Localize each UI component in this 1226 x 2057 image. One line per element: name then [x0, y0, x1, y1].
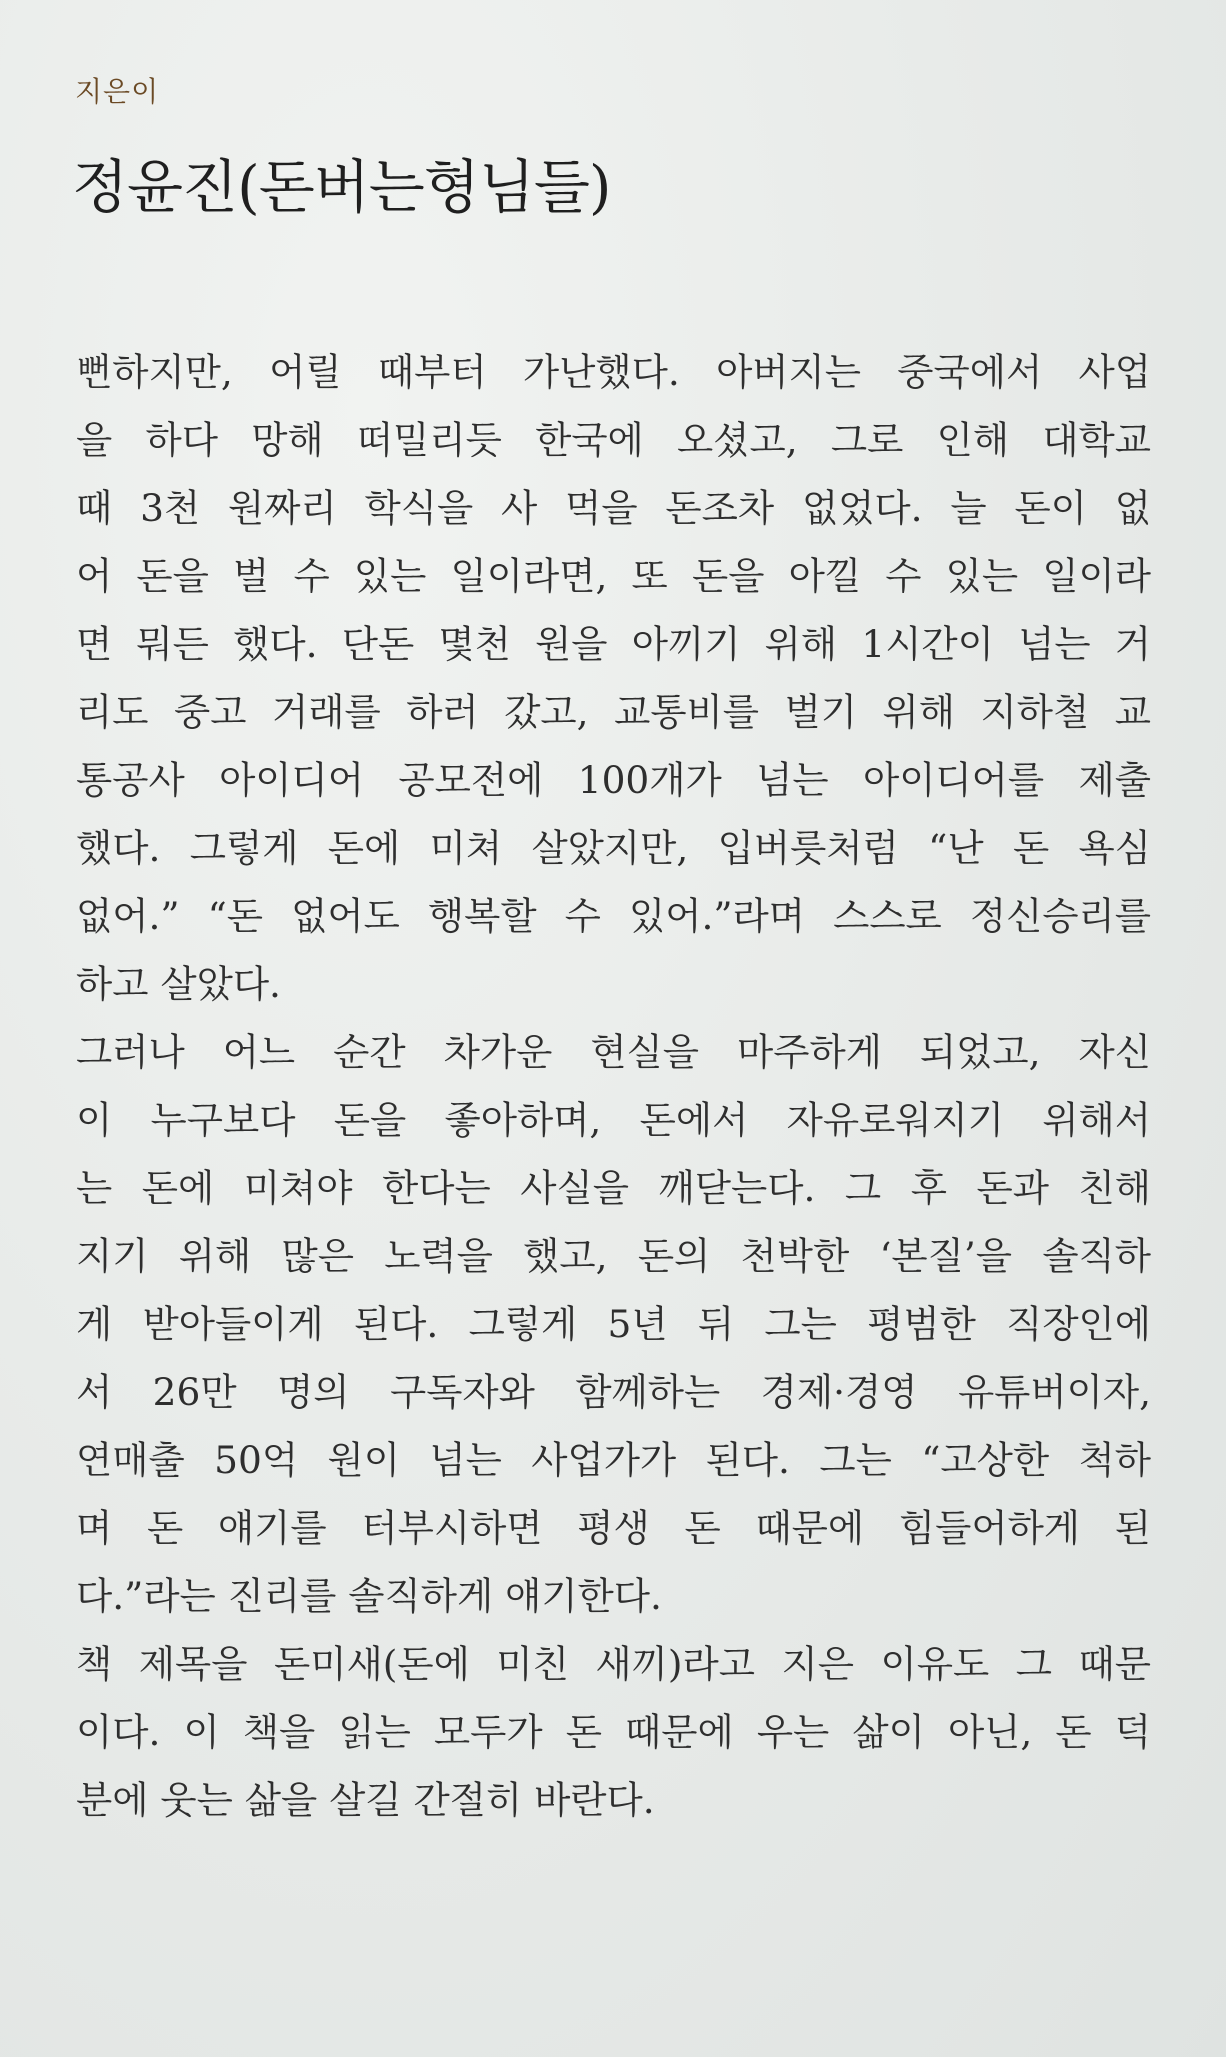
bio-line: 분에 웃는 삶을 살길 간절히 바란다.: [76, 1778, 655, 1822]
bio-line: 때 3천 원짜리 학식을 사 먹을 돈조차 없었다. 늘 돈이 없: [76, 486, 1151, 530]
bio-line: 며 돈 얘기를 터부시하면 평생 돈 때문에 힘들어하게 된: [76, 1506, 1151, 1550]
bio-line: 했다. 그렇게 돈에 미쳐 살았지만, 입버릇처럼 “난 돈 욕심: [76, 826, 1151, 870]
author-name: 정윤진(돈버는형님들): [72, 153, 611, 221]
bio-line: 게 받아들이게 된다. 그렇게 5년 뒤 그는 평범한 직장인에: [76, 1302, 1151, 1346]
bio-line: 면 뭐든 했다. 단돈 몇천 원을 아끼기 위해 1시간이 넘는 거: [76, 622, 1151, 666]
bio-line: 이다. 이 책을 읽는 모두가 돈 때문에 우는 삶이 아닌, 돈 덕: [76, 1710, 1151, 1754]
bio-line: 없어.” “돈 없어도 행복할 수 있어.”라며 스스로 정신승리를: [76, 894, 1151, 938]
bio-line: 책 제목을 돈미새(돈에 미친 새끼)라고 지은 이유도 그 때문: [76, 1642, 1151, 1686]
bio-line: 지기 위해 많은 노력을 했고, 돈의 천박한 ‘본질’을 솔직하: [76, 1234, 1151, 1278]
bio-line: 어 돈을 벌 수 있는 일이라면, 또 돈을 아낄 수 있는 일이라: [76, 554, 1151, 598]
bio-line: 다.”라는 진리를 솔직하게 얘기한다.: [76, 1574, 662, 1618]
bio-line: 리도 중고 거래를 하러 갔고, 교통비를 벌기 위해 지하철 교: [76, 690, 1151, 734]
bio-line: 하고 살았다.: [76, 962, 281, 1006]
author-label: 지은이: [75, 75, 160, 108]
bio-line: 이 누구보다 돈을 좋아하며, 돈에서 자유로워지기 위해서: [76, 1098, 1151, 1142]
bio-line: 을 하다 망해 떠밀리듯 한국에 오셨고, 그로 인해 대학교: [76, 418, 1151, 462]
bio-line: 통공사 아이디어 공모전에 100개가 넘는 아이디어를 제출: [76, 758, 1151, 802]
bio-text: [76, 338, 1151, 1834]
bio-line: 연매출 50억 원이 넘는 사업가가 된다. 그는 “고상한 척하: [76, 1438, 1151, 1482]
bio-line: 서 26만 명의 구독자와 함께하는 경제·경영 유튜버이자,: [76, 1370, 1151, 1414]
bio-line: 뻔하지만, 어릴 때부터 가난했다. 아버지는 중국에서 사업: [76, 350, 1151, 394]
bio-line: 그러나 어느 순간 차가운 현실을 마주하게 되었고, 자신: [76, 1030, 1151, 1074]
bio-line: 는 돈에 미쳐야 한다는 사실을 깨닫는다. 그 후 돈과 친해: [76, 1166, 1151, 1210]
